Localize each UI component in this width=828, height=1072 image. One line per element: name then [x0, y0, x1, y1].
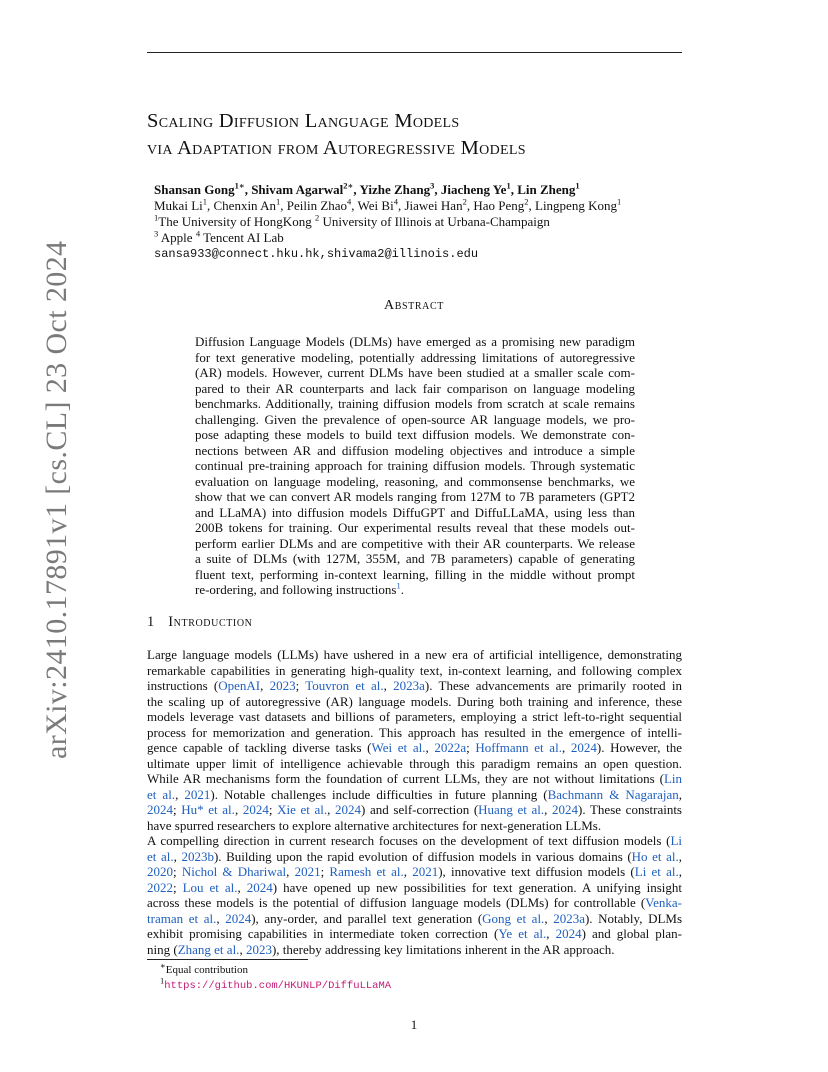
text-line: et al., 2023b). Building upon the rapid evolution of diffusion models in various domains (Ho et al.,: [147, 848, 683, 864]
intro-paragraph-2: [147, 833, 682, 957]
text-line: 200B tokens for training. Our experimental results reveal that these models out-: [195, 520, 635, 535]
text-line: While AR mechanisms form the foundation of current LLMs, they are not without limitations (Lin: [147, 771, 682, 786]
text-line: continual pre-training approach for training diffusion models. Through systematic: [195, 458, 635, 473]
abstract-heading: Abstract: [384, 298, 444, 313]
text-line: have spurred researchers to explore alternative architectures for next-generation LLMs.: [147, 817, 602, 833]
text-line: perform earlier DLMs and are competitive with their AR counterparts. We release: [195, 535, 635, 551]
abstract-body: [195, 334, 635, 598]
text-line: a suite of DLMs (with 127M, 355M, and 7B parameters) capable of generating: [195, 551, 635, 566]
text-line: exhibit promising capabilities in intermediate token correction (Ye et al., 2024) and global plan-: [147, 926, 683, 941]
text-line: pose adapting these models to build text diffusion models. We demonstrate con-: [195, 427, 635, 442]
text-line: nections between AR and diffusion modeling objectives and introduce a simple: [195, 442, 635, 458]
page-number: 1: [410, 1017, 418, 1032]
section-number: 1: [147, 614, 155, 630]
text-line: re-ordering, and following instructions$^1$.: [195, 580, 404, 597]
footnote-rule: [147, 959, 308, 960]
text-line: traman et al., 2024), any-order, and parallel text generation (Gong et al., 2023a). Notably, DLMs: [147, 910, 683, 926]
footnotes: [160, 960, 392, 994]
text-line: ultimate upper limit of intelligence achievable through this paradigm remains an open question.: [147, 755, 682, 771]
author-line-2: Mukai Li$^1$, Chenxin An$^1$, Peilin Zhao$^4$, Wei Bi$^4$, Jiawei Han$^2$, Hao Peng$^2$, Lingpeng Kong$^1$: [154, 196, 622, 213]
text-line: ning (Zhang et al., 2023), thereby addressing key limitations inherent in the AR approach.: [147, 941, 615, 957]
text-line: challenging. Given the prevalence of open-source AR language models, we pro-: [195, 411, 635, 427]
text-line: fluent text, performing in-context learning, filling in the middle without prompt: [195, 566, 635, 582]
text-line: remarkable capabilities in generating high-quality text, in-context learning, and following complex: [147, 662, 682, 678]
text-line: and LLaMA) into diffusion models DiffuGPT and DiffuLLaMA, using less than: [195, 504, 635, 520]
text-line: the scaling up of autoregressive (AR) language models. During both training and inference, these: [147, 693, 682, 709]
paper-title-line-2: via Adaptation from Autoregressive Models: [147, 137, 526, 159]
text-line: instructions (OpenAI, 2023; Touvron et al., 2023a). These advancements are primarily rooted in: [147, 678, 682, 693]
affiliation-line-1: $^1$The University of HongKong $^2$ University of Illinois at Urbana-Champaign: [154, 212, 550, 229]
text-line: evaluation on language modeling, reasoning, and commonsense benchmarks, we: [195, 473, 635, 489]
text-line: (AR) models. However, current DLMs have been studied at a smaller scale com-: [195, 365, 635, 380]
text-line: Large language models (LLMs) have ushered in a new era of artificial intelligence, demonstrating: [147, 647, 682, 662]
text-line: 2024; Hu* et al., 2024; Xie et al., 2024) and self-correction (Huang et al., 2024). These constraints: [147, 802, 682, 817]
text-line: 2022; Lou et al., 2024) have opened up new possibilities for text generation. A unifying insight: [147, 879, 682, 895]
footnote-code-link[interactable]: $^1$https://github.com/HKUNLP/DiffuLLaMA: [160, 975, 392, 992]
author-emails: sansa933@connect.hku.hk,shivama2@illinois.edu: [154, 247, 479, 261]
text-line: across these models is the potential of diffusion language models (DLMs) for controllable (Venka-: [147, 895, 682, 910]
footnote-equal-contribution: ∗Equal contribution: [160, 960, 248, 976]
section-heading-introduction: [147, 614, 253, 631]
section-title: Introduction: [168, 614, 253, 630]
text-line: A compelling direction in current research focuses on the development of text diffusion models (Li: [147, 833, 682, 848]
text-line: benchmarks. Additionally, training diffusion models from scratch at scale remains: [195, 396, 635, 411]
top-rule: [147, 52, 682, 53]
text-line: pared to their AR counterparts and lack fair comparison on language modeling: [195, 380, 635, 396]
text-line: Diffusion Language Models (DLMs) have emerged as a promising new paradigm: [195, 334, 635, 349]
intro-paragraph-1: [147, 647, 682, 833]
arxiv-sidebar-stamp: arXiv:2410.17891v1 [cs.CL] 23 Oct 2024: [40, 240, 73, 759]
author-block: [154, 182, 621, 262]
text-line: 2020; Nichol & Dhariwal, 2021; Ramesh et al., 2021), innovative text diffusion models (Li et al.,: [147, 864, 682, 879]
text-line: show that we can convert AR models ranging from 127M to 7B parameters (GPT2: [195, 489, 635, 504]
text-line: process for memorization and generation. This approach has resulted in the emergence of intelli-: [147, 724, 682, 740]
author-line-1: Shansan Gong$^{1∗}$, Shivam Agarwal$^{2∗}$, Yizhe Zhang$^3$, Jiacheng Ye$^1$, Lin Zheng$^1$: [154, 180, 580, 197]
text-line: gence capable of tackling diverse tasks (Wei et al., 2022a; Hoffmann et al., 2024). However, the: [147, 740, 683, 755]
text-line: for text generative modeling, potentially addressing limitations of autoregressive: [195, 349, 635, 365]
affiliation-line-2: $^3$ Apple $^4$ Tencent AI Lab: [154, 228, 284, 245]
text-line: models leverage vast datasets and billions of parameters, employing a strict left-to-right sequential: [147, 709, 682, 724]
paper-title-line-1: Scaling Diffusion Language Models: [147, 110, 460, 132]
text-line: et al., 2021). Notable challenges include difficulties in future planning (Bachmann & Nagarajan,: [147, 786, 683, 802]
